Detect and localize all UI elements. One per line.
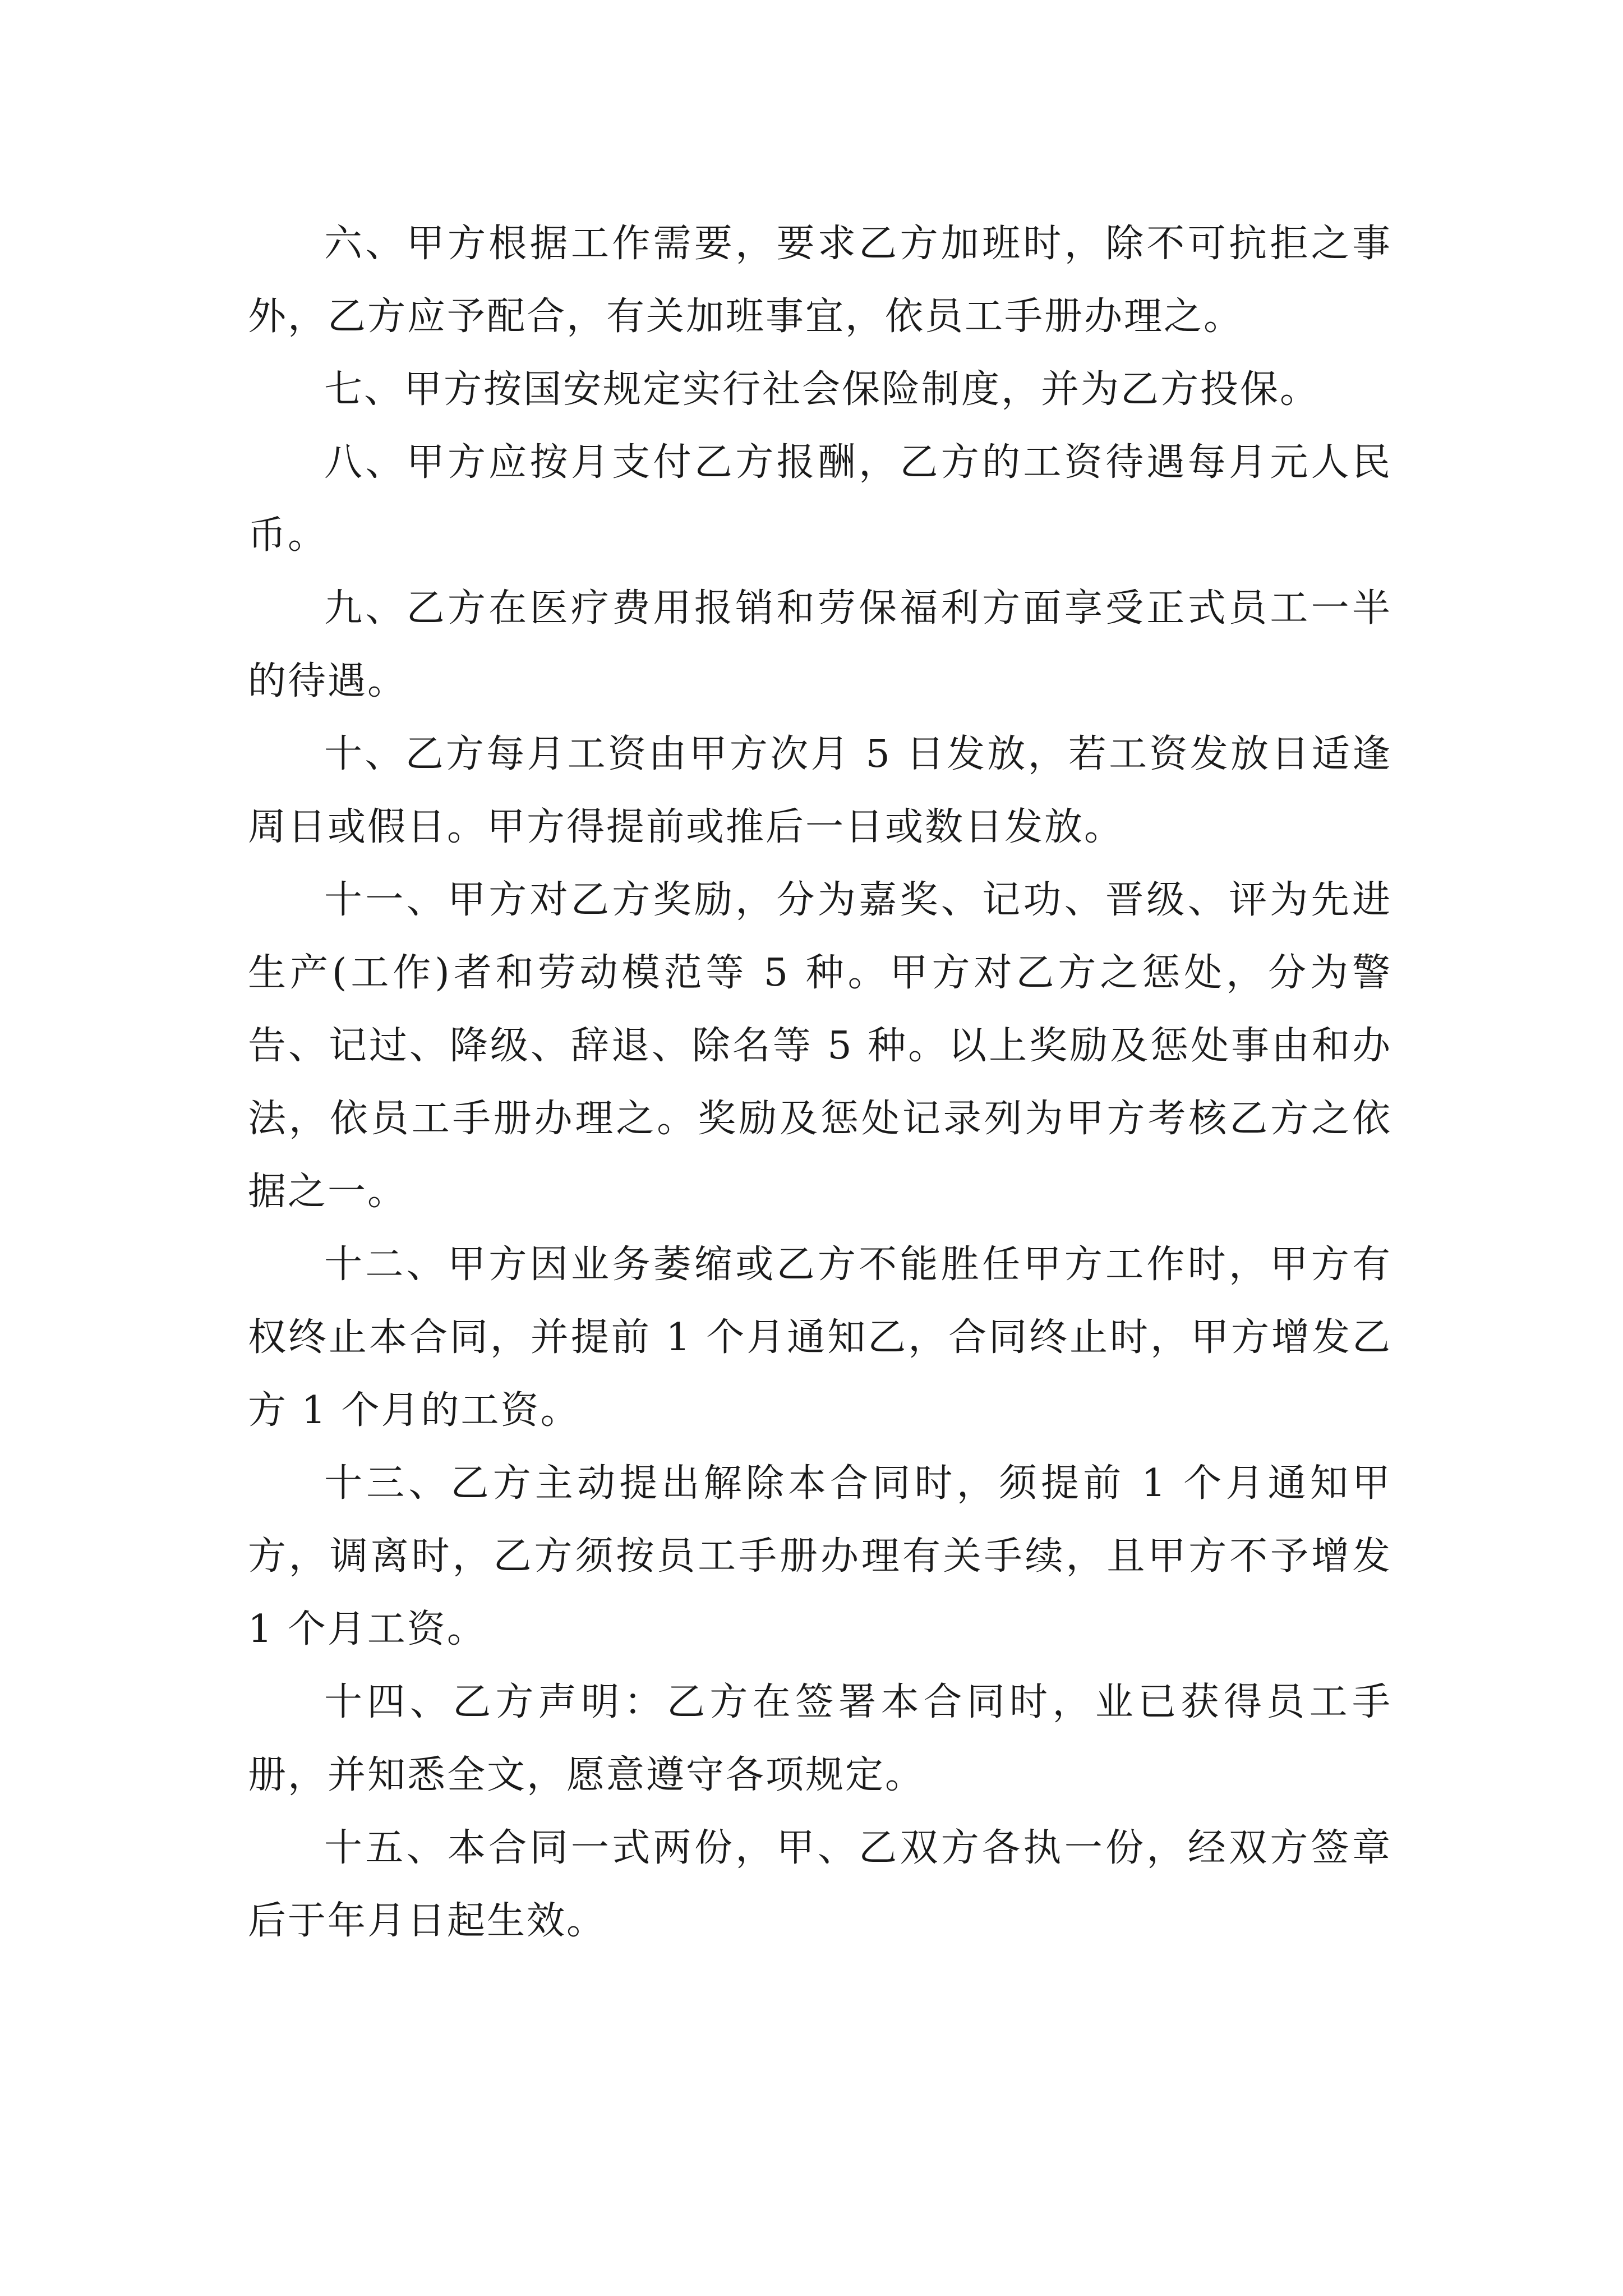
- clause-7: 七、甲方按国安规定实行社会保险制度，并为乙方投保。: [324, 367, 1320, 412]
- clause-8: 八、甲方应按月支付乙方报酬，乙方的工资待遇每月元人民币。: [248, 440, 1392, 558]
- clause-13: 十三、乙方主动提出解除本合同时，须提前 1 个月通知甲方，调离时，乙方须按员工手册办理有关手续，且甲方不予增发 1 个月工资。: [248, 1461, 1392, 1651]
- clause-6: 六、甲方根据工作需要，要求乙方加班时，除不可抗拒之事外，乙方应予配合，有关加班事宜，依员工手册办理之。: [248, 222, 1392, 339]
- clause-12: 十二、甲方因业务萎缩或乙方不能胜任甲方工作时，甲方有权终止本合同，并提前 1 个月通知乙，合同终止时，甲方增发乙方 1 个月的工资。: [248, 1243, 1392, 1433]
- clause-15: 十五、本合同一式两份，甲、乙双方各执一份，经双方签章后于年月日起生效。: [248, 1826, 1392, 1943]
- clause-10: 十、乙方每月工资由甲方次月 5 日发放，若工资发放日适逢周日或假日。甲方得提前或推后一日或数日发放。: [248, 732, 1392, 849]
- clause-14: 十四、乙方声明：乙方在签署本合同时，业已获得员工手册，并知悉全文，愿意遵守各项规定。: [248, 1680, 1392, 1797]
- clause-11: 十一、甲方对乙方奖励，分为嘉奖、记功、晋级、评为先进生产(工作)者和劳动模范等 5 种。甲方对乙方之惩处，分为警告、记过、降级、辞退、除名等 5 种。以上奖励及惩处事由和办法，依员工手册办理之。奖励及惩处记录列为甲方考核乙方之依据之一。: [248, 878, 1392, 1214]
- clause-9: 九、乙方在医疗费用报销和劳保福利方面享受正式员工一半的待遇。: [248, 586, 1392, 703]
- contract-body: [248, 208, 1392, 1958]
